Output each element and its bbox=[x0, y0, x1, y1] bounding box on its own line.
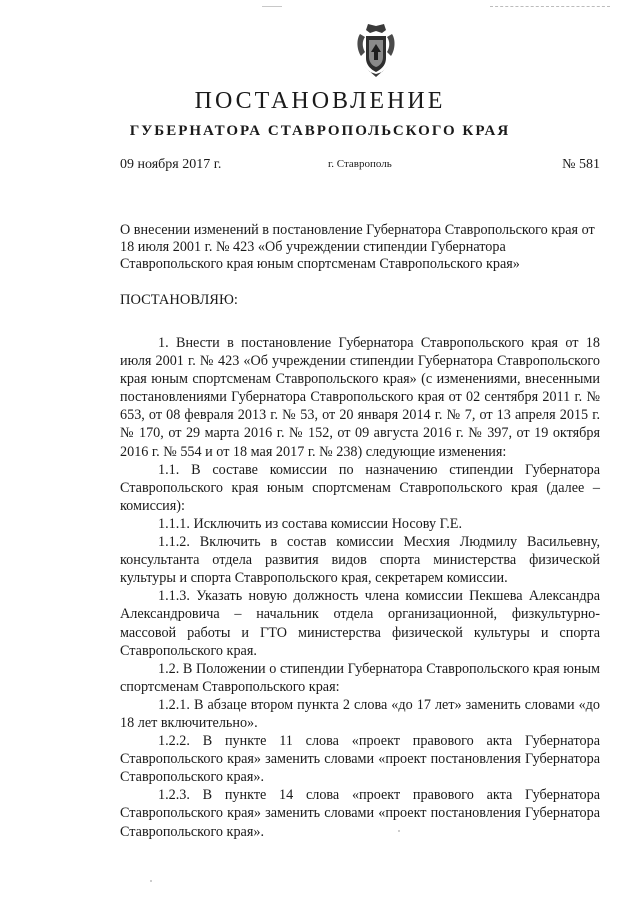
scan-speck bbox=[398, 830, 400, 832]
document-title: ПОСТАНОВЛЕНИЕ bbox=[194, 88, 446, 114]
paragraph-1-2-2: 1.2.2. В пункте 11 слова «проект правового акта Губернатора Ставропольского края» заменить словами «проект постановления Губернатора Ставропольского края». bbox=[120, 733, 600, 786]
document-subject: О внесении изменений в постановление Губернатора Ставропольского края от 18 июля 2001 г. № 423 «Об учреждении стипендии Губернатора Ставропольского края юным спортсменам Ставропольского края» bbox=[120, 222, 595, 272]
paragraph-1-1-3: 1.1.3. Указать новую должность члена комиссии Пекшева Александра Александровича – начальник отдела организационной, физкультурно-массовой работы и ГТО министерства физической культуры и спорта Ставропольского края. bbox=[120, 588, 600, 659]
document-number: № 581 bbox=[562, 157, 600, 172]
paragraph-1-1-1: 1.1.1. Исключить из состава комиссии Носову Г.Е. bbox=[158, 515, 462, 532]
coat-of-arms-icon bbox=[354, 22, 398, 78]
paragraph-1-2-1: 1.2.1. В абзаце втором пункта 2 слова «до 17 лет» заменить словами «до 18 лет включительно». bbox=[120, 696, 600, 731]
scan-artifact bbox=[262, 6, 282, 7]
document-city: г. Ставрополь bbox=[328, 158, 392, 170]
document-subtitle: ГУБЕРНАТОРА СТАВРОПОЛЬСКОГО КРАЯ bbox=[129, 123, 511, 139]
scan-artifact bbox=[490, 6, 610, 9]
document-body bbox=[120, 334, 600, 841]
paragraph-1-1: 1.1. В составе комиссии по назначению стипендии Губернатора Ставропольского края юным спортсменам Ставропольского края (далее – комиссия): bbox=[120, 461, 600, 514]
paragraph-1-2-3: 1.2.3. В пункте 14 слова «проект правового акта Губернатора Ставропольского края» заменить словами «проект постановления Губернатора Ставропольского края». bbox=[120, 787, 600, 840]
document-date: 09 ноября 2017 г. bbox=[120, 157, 222, 172]
paragraph-1-2: 1.2. В Положении о стипендии Губернатора Ставропольского края юным спортсменам Ставропольского края: bbox=[120, 660, 600, 695]
paragraph-1-1-2: 1.1.2. Включить в состав комиссии Месхия Людмилу Васильевну, консультанта отдела развития видов спорта министерства физической культуры и спорта Ставропольского края, секретарем комиссии. bbox=[120, 534, 600, 587]
decree-word: ПОСТАНОВЛЯЮ: bbox=[120, 292, 238, 308]
paragraph-1: 1. Внести в постановление Губернатора Ставропольского края от 18 июля 2001 г. № 423 «Об учреждении стипендии Губернатора Ставропольского края юным спортсменам Ставропольского края» (с изменениями, внесенными постановлениями Губернатора Ставропольского края от 02 сентября 2011 г. № 653, от 08 февраля 2013 г. № 53, от 20 января 2014 г. № 7, от 13 апреля 2015 г. № 170, от 29 марта 2016 г. № 152, от 09 августа 2016 г. № 397, от 19 октября 2016 г. № 554 и от 18 мая 2017 г. № 238) следующие изменения: bbox=[120, 335, 600, 460]
scan-speck bbox=[150, 880, 152, 882]
document-meta bbox=[120, 157, 600, 175]
